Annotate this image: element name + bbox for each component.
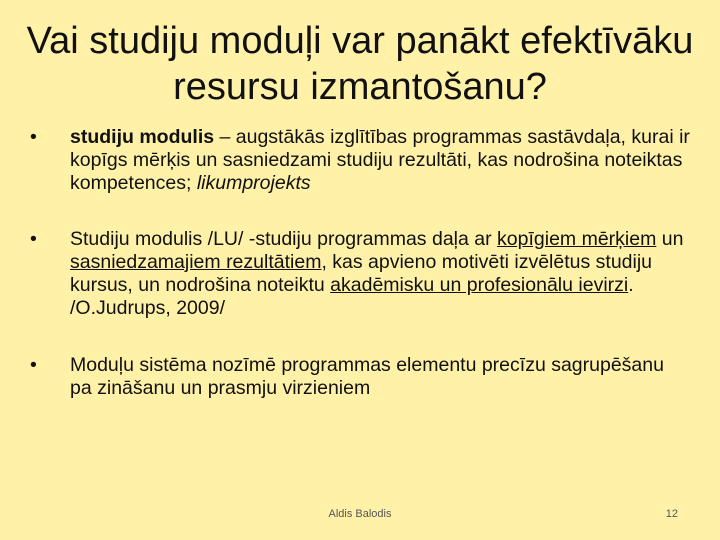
bullet-1-italic: likumprojekts [196,172,311,194]
bullet-item-3 [30,354,690,400]
bullet-2-underline-3: akadēmisku un profesionālu ievirzi [330,274,629,296]
footer-author: Aldis Balodis [328,508,392,520]
bullet-item-1 [30,126,690,195]
bullet-1-bold: studiju modulis [70,126,215,148]
bullet-dot: • [30,228,37,250]
bullet-list [30,126,690,400]
bullet-2-text-2: un [656,228,684,250]
bullet-2-text-3: , kas apvieno motivēti izvēlētus studiju kursus, un nodrošina noteiktu [70,251,653,296]
bullet-2-text-4: . /O.Judrups, 2009/ [70,274,634,319]
page-number: 12 [665,508,678,520]
bullet-2-underline-1: kopīgiem mērķiem [497,228,657,250]
bullet-3-text: Moduļu sistēma nozīmē programmas elementu precīzu sagrupēšanu pa zināšanu un prasmju virzieniem [70,354,664,399]
bullet-item-2 [30,228,690,320]
bullet-1-text: – augstākās izglītības programmas sastāvdaļa, kurai ir kopīgs mērķis un sasniedzami studiju rezultāti, kas nodrošina noteiktas kompetences; [70,126,690,194]
bullet-dot: • [30,354,37,376]
bullet-2-underline-2: sasniedzamajiem rezultātiem [70,251,322,273]
bullet-2-text-1: Studiju modulis /LU/ -studiju programmas daļa ar [70,228,498,250]
bullet-dot: • [30,126,37,148]
slide-title: Vai studiju moduļi var panākt efektīvāku resursu izmantošanu? [26,20,694,108]
